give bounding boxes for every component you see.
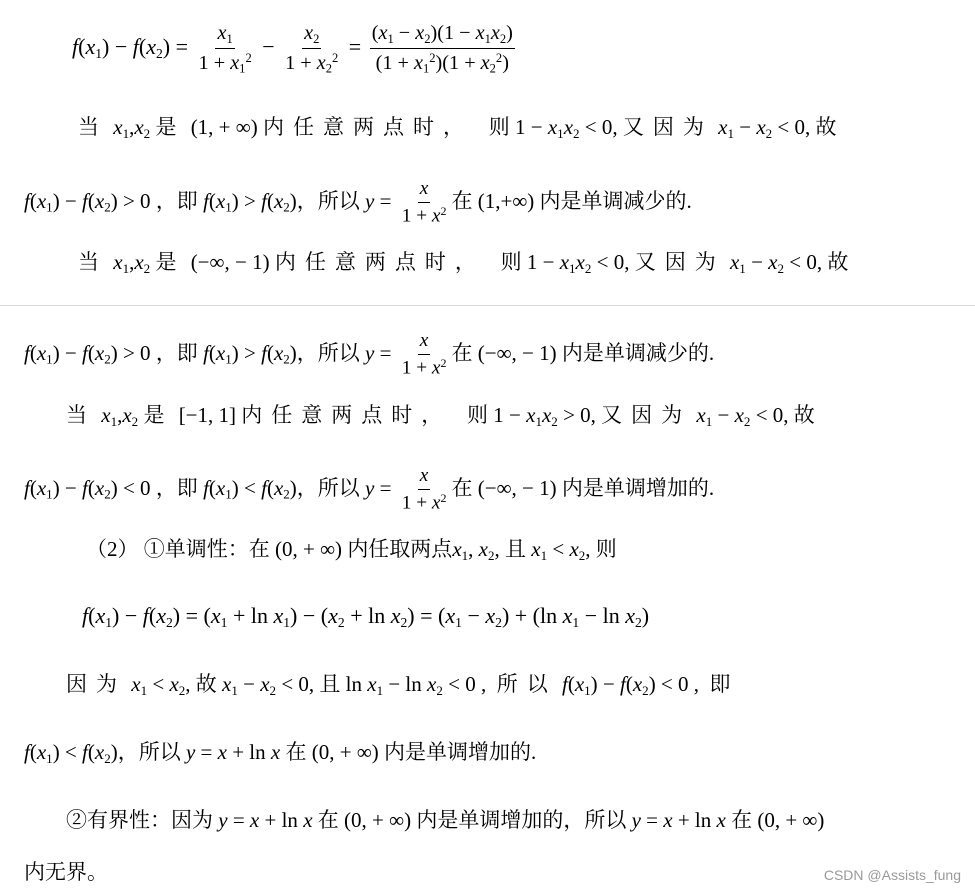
text-any-two-points: 内任意两点时， <box>263 115 473 139</box>
text-therefore: 故 <box>827 250 849 274</box>
text-part-2-heading: （2） ①单调性：在 <box>86 537 270 561</box>
formula-difference: $f(x_1) - f(x_2)$ = $\frac{x_1}{1 + x_1^2}$ − $\frac{x_2}{1 + x_2^2}$ = $\frac{(x_1 - x_2)(1 - x_1x_2)}{(1 + x_1^2)(1 + x_2^2)}$ <box>72 22 513 76</box>
text-zai: 在 <box>731 808 753 832</box>
text-therefore: 故 <box>195 672 217 696</box>
text-dang: 当 <box>78 115 108 139</box>
text-qie: 且 <box>319 672 341 696</box>
text-zai: 在 <box>451 340 473 365</box>
fraction-x2: $\frac{x_2}{1 + x_2^2}$ <box>285 22 339 76</box>
text-shi: 是 <box>155 250 186 274</box>
text-decreasing: 内是单调减少的. <box>539 188 692 213</box>
text-decreasing: 内是单调减少的. <box>561 340 715 365</box>
paragraph-case-3: 当 $x_1,x_2$ 是 [−1, 1] 内任意两点时， 则 $1 - x_1x_2 > 0$, 又因为 $x_1 - x_2 < 0$, 故 <box>66 403 815 429</box>
fraction-y: $\frac{x}{1 + x^2}$ <box>401 465 447 514</box>
text-any-two-points: 内任意两点时， <box>241 403 452 427</box>
text-ze: 则 <box>488 115 510 139</box>
text-increasing-so: 内是单调增加的，所以 <box>416 808 627 832</box>
paragraph-unbounded <box>24 857 108 887</box>
paragraph-case-1: 当 $x_1,x_2$ 是 (1, + ∞) 内任意两点时， 则 $1 - x_1x_2 < 0$, 又因为 $x_1 - x_2 < 0$, 故 <box>78 115 837 141</box>
text-suoyi: 所以 <box>496 672 557 696</box>
text-ze: 则 <box>595 537 617 561</box>
text-therefore: 故 <box>815 115 837 139</box>
paragraph-case-1-conclusion: $f(x_1) - f(x_2) > 0$ ，即 $f(x_1) > f(x_2)$，所以 y = $\frac{x}{1 + x^2}$ 在 (1,+∞) 内是单调减少的. <box>24 178 692 227</box>
text-because: 又因为 <box>634 250 725 274</box>
text-therefore: 故 <box>793 403 815 427</box>
fraction-y: $\frac{x}{1 + x^2}$ <box>401 330 447 379</box>
text-ji: ，即 <box>155 475 198 500</box>
text-take-two-points: 内任取两点 <box>347 537 453 561</box>
text-zai: 在 <box>285 740 307 764</box>
text-because: 又因为 <box>622 115 713 139</box>
fraction-combined: $\frac{(x_1 - x_2)(1 - x_1x_2)}{(1 + x_1^2)(1 + x_2^2)}$ <box>371 22 513 76</box>
csdn-watermark: CSDN @Assists_fung <box>823 867 961 883</box>
fraction-x1: $\frac{x_1}{1 + x_1^2}$ <box>198 22 252 76</box>
text-qie: 且 <box>505 537 526 561</box>
text-zai: 在 <box>317 808 339 832</box>
text-boundedness-heading: ②有界性：因为 <box>66 808 213 832</box>
text-suoyi: ，所以 <box>296 475 360 500</box>
text-ji: 即 <box>709 672 731 696</box>
text-unbounded: 内无界。 <box>24 860 108 884</box>
paragraph-case-3-conclusion: $f(x_1) - f(x_2) < 0$ ，即 $f(x_1) < f(x_2)$，所以 y = $\frac{x}{1 + x^2}$ 在 (−∞, − 1) 内是单调增加的. <box>24 465 715 514</box>
text-suoyi: ，所以 <box>296 188 360 213</box>
text-ze: 则 <box>500 250 522 274</box>
text-ji: ，即 <box>155 188 198 213</box>
text-shi: 是 <box>155 115 186 139</box>
text-zai: 在 <box>451 188 473 213</box>
paragraph-part-2-monotonicity: （2） ①单调性：在 (0, + ∞) 内任取两点$x_1$, $x_2$, 且 $x_1 < x_2$, 则 <box>86 537 617 563</box>
text-increasing: 内是单调增加的. <box>384 740 537 764</box>
text-because: 又因为 <box>601 403 692 427</box>
text-any-two-points: 内任意两点时， <box>274 250 485 274</box>
paragraph-case-2-conclusion: $f(x_1) - f(x_2) > 0$ ，即 $f(x_1) > f(x_2)$，所以 y = $\frac{x}{1 + x^2}$ 在 (−∞, − 1) 内是单调减少的. <box>24 330 715 379</box>
text-dang: 当 <box>66 403 96 427</box>
paragraph-case-2: 当 $x_1,x_2$ 是 (−∞, − 1) 内任意两点时， 则 $1 - x_1x_2 < 0$, 又因为 $x_1 - x_2 < 0$, 故 <box>78 250 849 276</box>
text-zai: 在 <box>451 475 473 500</box>
fraction-y: $\frac{x}{1 + x^2}$ <box>401 178 447 227</box>
text-ze: 则 <box>467 403 489 427</box>
text-because: 因为 <box>66 672 126 696</box>
paragraph-part-2-boundedness: ②有界性：因为 y = x + ln x 在 (0, + ∞) 内是单调增加的，所以 y = x + ln x 在 (0, + ∞) <box>66 808 825 832</box>
text-ji: ，即 <box>155 340 198 365</box>
text-suoyi: ，所以 <box>117 740 181 764</box>
text-increasing: 内是单调增加的. <box>561 475 715 500</box>
formula-log-difference: $f(x_1) - f(x_2) = (x_1 + \ln x_1) - (x_2 + \ln x_2) = (x_1 - x_2) + (\ln$ $x_1 - \ln x_2$) <box>82 603 650 631</box>
paragraph-log-conclusion: $f(x_1) < f(x_2)$，所以 y = x + ln x 在 (0, + ∞) 内是单调增加的. <box>24 740 537 766</box>
text-shi: 是 <box>143 403 174 427</box>
text-dang: 当 <box>78 250 108 274</box>
page-divider <box>0 305 975 306</box>
text-suoyi: ，所以 <box>296 340 360 365</box>
paragraph-log-argument: 因为 $x_1 < x_2$, 故 $x_1 - x_2 < 0$, 且 $\ln x_1 - \ln x_2 < 0$ , 所以 $f(x_1) - f(x_2) < 0$ , 即 <box>66 672 731 698</box>
